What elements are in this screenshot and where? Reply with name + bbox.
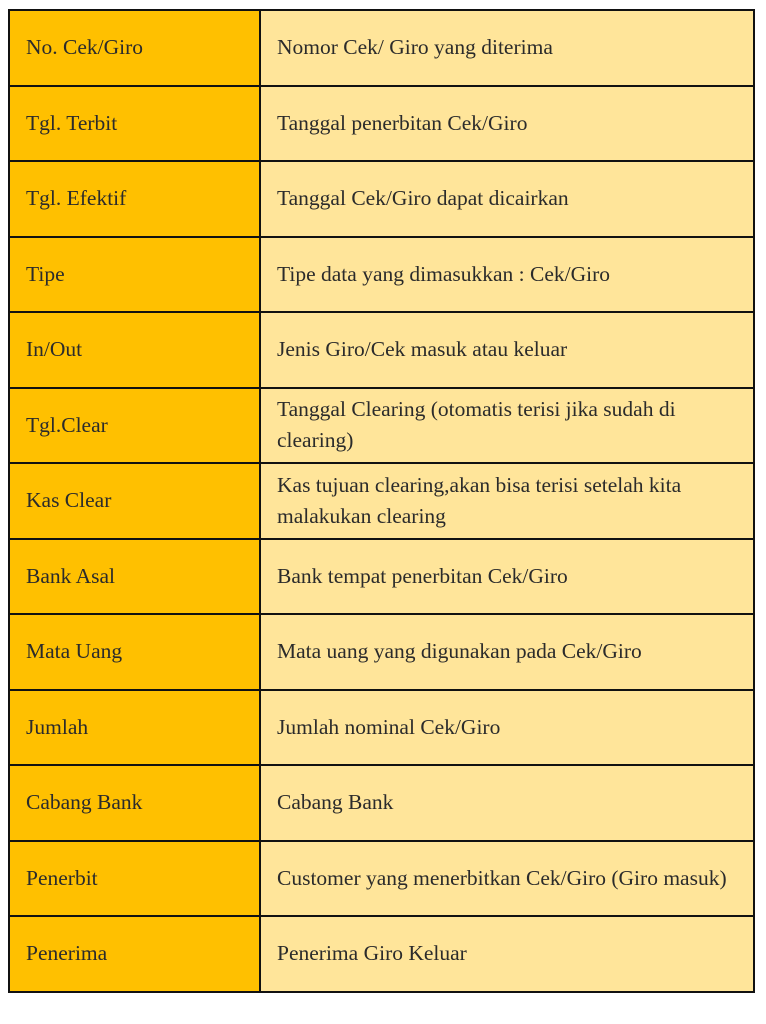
field-label: No. Cek/Giro — [9, 10, 260, 86]
field-description: Jumlah nominal Cek/Giro — [260, 690, 754, 766]
field-label: Penerima — [9, 916, 260, 992]
table-row — [9, 463, 754, 539]
table-row — [9, 841, 754, 917]
field-description: Kas tujuan clearing,akan bisa terisi setelah kita malakukan clearing — [260, 463, 754, 539]
table-row — [9, 86, 754, 162]
field-label: Bank Asal — [9, 539, 260, 615]
field-description: Penerima Giro Keluar — [260, 916, 754, 992]
table-row — [9, 539, 754, 615]
field-label: Jumlah — [9, 690, 260, 766]
field-description: Tanggal penerbitan Cek/Giro — [260, 86, 754, 162]
field-definition-table — [8, 9, 755, 993]
table-row — [9, 765, 754, 841]
field-description: Tanggal Cek/Giro dapat dicairkan — [260, 161, 754, 237]
table-row — [9, 614, 754, 690]
field-description: Jenis Giro/Cek masuk atau keluar — [260, 312, 754, 388]
field-description: Tanggal Clearing (otomatis terisi jika sudah di clearing) — [260, 388, 754, 464]
table-row — [9, 312, 754, 388]
table-row — [9, 10, 754, 86]
table-row — [9, 916, 754, 992]
field-description: Customer yang menerbitkan Cek/Giro (Giro masuk) — [260, 841, 754, 917]
field-label: Penerbit — [9, 841, 260, 917]
field-label: Tipe — [9, 237, 260, 313]
table-row — [9, 388, 754, 464]
field-description: Mata uang yang digunakan pada Cek/Giro — [260, 614, 754, 690]
field-label: Tgl. Efektif — [9, 161, 260, 237]
field-label: In/Out — [9, 312, 260, 388]
table-row — [9, 237, 754, 313]
field-label: Mata Uang — [9, 614, 260, 690]
field-label: Tgl. Terbit — [9, 86, 260, 162]
table-row — [9, 690, 754, 766]
field-label: Kas Clear — [9, 463, 260, 539]
field-label: Cabang Bank — [9, 765, 260, 841]
field-description: Tipe data yang dimasukkan : Cek/Giro — [260, 237, 754, 313]
field-description: Bank tempat penerbitan Cek/Giro — [260, 539, 754, 615]
table-row — [9, 161, 754, 237]
field-description: Cabang Bank — [260, 765, 754, 841]
field-label: Tgl.Clear — [9, 388, 260, 464]
field-description: Nomor Cek/ Giro yang diterima — [260, 10, 754, 86]
